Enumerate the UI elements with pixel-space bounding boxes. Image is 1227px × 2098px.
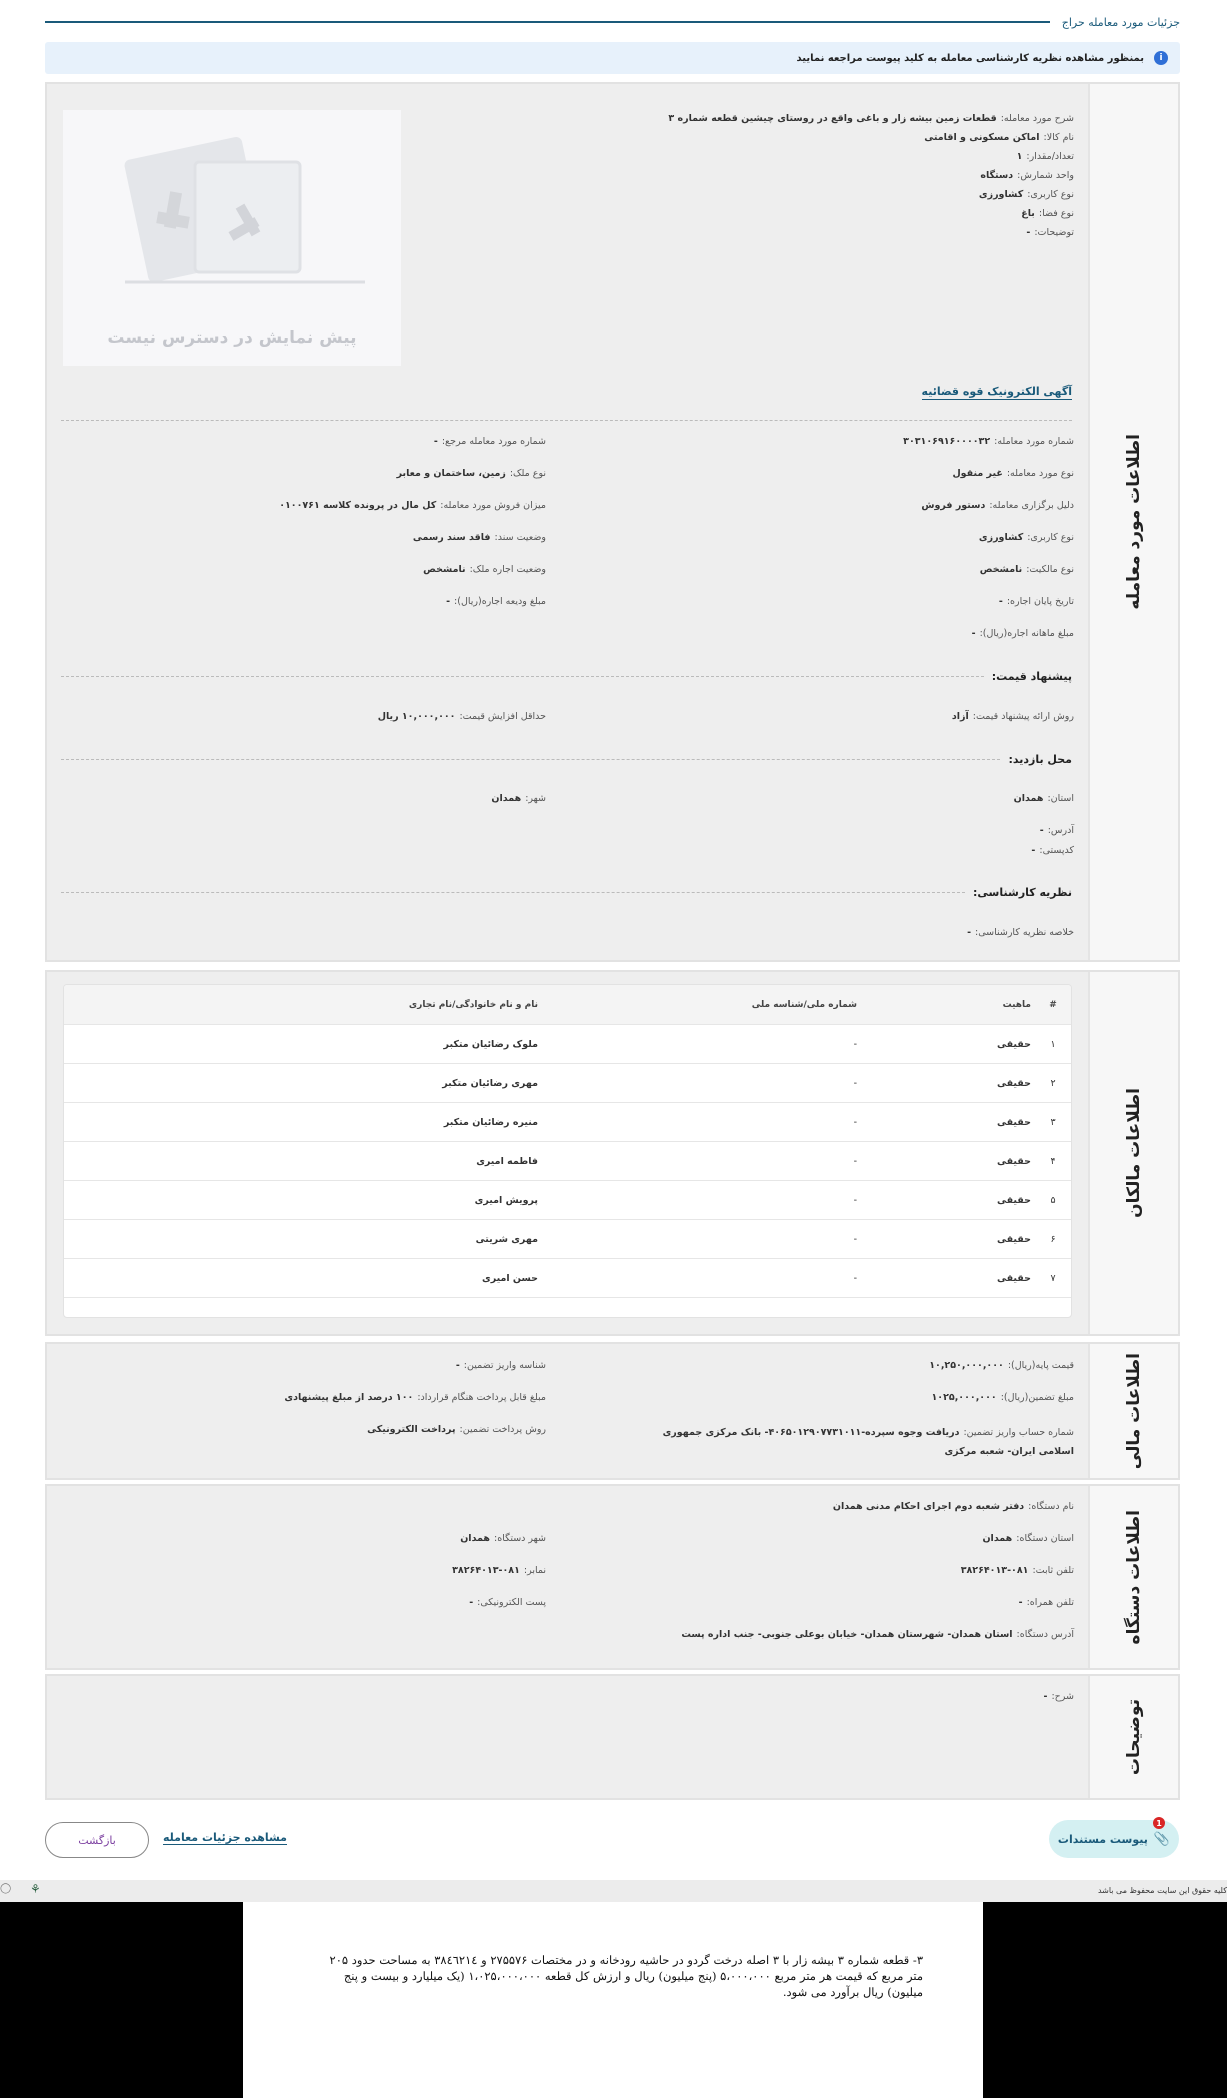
- deed-status-field: وضعیت سند:فاقد سند رسمی: [412, 532, 546, 543]
- pay-method-field: روش پرداخت تضمین:پرداخت الکترونیکی: [367, 1424, 546, 1435]
- org-side: [1088, 1486, 1178, 1668]
- table-row: [64, 1064, 1071, 1103]
- ownership-type-field: نوع مالکیت:نامشخص: [979, 564, 1074, 575]
- visit-city-field: شهر:همدان: [491, 793, 546, 804]
- row-index: ۲: [1050, 1077, 1056, 1089]
- visit-section-header: محل بازدید:: [61, 752, 1072, 766]
- row-national-id: -: [853, 1116, 857, 1128]
- account-field: شماره حساب واریز تضمین:دریافت وجوه سپرده-۴۰۶۵۰۱۲۹۰۷۷۳۱۰۱۱- بانک مرکزی جمهوری اسلامی ایران- شعبه مرکزی: [662, 1427, 1074, 1457]
- deal-type-field: نوع مورد معامله:غیر منقول: [952, 468, 1074, 479]
- col-type: ماهیت: [1002, 999, 1031, 1010]
- item-space-field: نوع فضا:باغ: [1021, 208, 1074, 219]
- table-row: [64, 1025, 1071, 1064]
- financial-title: اطلاعات مالی: [1124, 1352, 1144, 1470]
- org-name-field: نام دستگاه:دفتر شعبه دوم اجرای احکام مدنی همدان: [832, 1501, 1074, 1512]
- paperclip-icon: 📎: [1153, 1831, 1171, 1847]
- row-name: مهری رضائیان متکبر: [442, 1077, 538, 1089]
- footer: [0, 1880, 1227, 1902]
- item-qty-field: تعداد/مقدار:۱: [1016, 151, 1074, 162]
- lease-end-field: تاریخ پایان اجاره:-: [998, 596, 1074, 607]
- table-row: [64, 1103, 1071, 1142]
- info-icon: i: [1154, 51, 1168, 65]
- divider: [61, 420, 1072, 421]
- table-row: [64, 1181, 1071, 1220]
- item-info-title: اطلاعات مورد معامله: [1124, 434, 1144, 610]
- owners-panel: [45, 970, 1180, 1336]
- row-name: ملوک رضائیان متکبر: [443, 1038, 538, 1050]
- judiciary-emblem-icon: ⚘: [30, 1882, 41, 1896]
- usage-type-field: نوع کاربری:کشاورزی: [978, 532, 1074, 543]
- deal-reason-field: دلیل برگزاری معامله:دستور فروش: [921, 500, 1074, 511]
- description-side: [1088, 1676, 1178, 1798]
- image-preview: [63, 110, 401, 366]
- row-national-id: -: [853, 1155, 857, 1167]
- row-type: حقیقی: [996, 1194, 1031, 1206]
- table-row: [64, 1220, 1071, 1259]
- org-email-field: پست الکترونیکی:-: [469, 1597, 546, 1608]
- financial-side: [1088, 1344, 1178, 1478]
- visit-address-field: آدرس:-: [1039, 825, 1074, 836]
- row-type: حقیقی: [996, 1272, 1031, 1284]
- base-price-field: قیمت پایه(ریال):۱۰,۲۵۰,۰۰۰,۰۰۰: [929, 1360, 1074, 1371]
- item-unit-field: واحد شمارش:دستگاه: [980, 170, 1074, 181]
- notice-bar: [45, 42, 1180, 74]
- visit-postal-field: کدپستی:-: [1031, 845, 1074, 856]
- row-name: فاطمه امیری: [476, 1155, 538, 1167]
- row-national-id: -: [853, 1077, 857, 1089]
- offer-section-header: پیشنهاد قیمت:: [61, 669, 1072, 683]
- deposit-id-field: شناسه واریز تضمین:-: [455, 1360, 546, 1371]
- row-type: حقیقی: [996, 1233, 1031, 1245]
- copyright-text: کلیه حقوق این سایت محفوظ می باشد: [1097, 1886, 1227, 1895]
- owners-table: [63, 984, 1072, 1318]
- ref-number-field: شماره مورد معامله مرجع:-: [433, 436, 546, 447]
- document-image: [243, 1902, 983, 2098]
- attachments-label: پیوست مستندات: [1057, 1832, 1148, 1846]
- title-underline: [45, 21, 1050, 23]
- item-product-field: نام کالا:اماکن مسکونی و اقامتی: [924, 132, 1074, 143]
- description-panel: [45, 1674, 1180, 1800]
- monthly-rent-field: مبلغ ماهانه اجاره(ریال):-: [971, 628, 1074, 639]
- owners-side: [1088, 972, 1178, 1334]
- table-header: [64, 985, 1071, 1025]
- table-row: [64, 1259, 1071, 1298]
- table-row: [64, 1142, 1071, 1181]
- org-city-field: شهر دستگاه:همدان: [460, 1533, 546, 1544]
- row-national-id: -: [853, 1194, 857, 1206]
- notice-text: بمنظور مشاهده نظریه کارشناسی معامله به کلید پیوست مراجعه نمایید: [796, 52, 1144, 64]
- sale-amount-field: میزان فروش مورد معامله:کل مال در پرونده کلاسه ۰۱۰۰۷۶۱: [279, 500, 546, 511]
- row-type: حقیقی: [996, 1116, 1031, 1128]
- page-title: جزئیات مورد معامله حراج: [1061, 15, 1180, 29]
- attachments-badge: 1: [1153, 1817, 1165, 1829]
- row-name: حسن امیری: [481, 1272, 538, 1284]
- page-header: [45, 10, 1180, 34]
- preview-caption: پیش نمایش در دسترس نیست: [107, 328, 357, 348]
- row-type: حقیقی: [996, 1155, 1031, 1167]
- financial-panel: [45, 1342, 1180, 1480]
- org-panel: [45, 1484, 1180, 1670]
- row-national-id: -: [853, 1272, 857, 1284]
- org-fax-field: نمابر:۰۸۱-۳۸۲۶۴۰۱۳: [452, 1565, 546, 1576]
- row-index: ۳: [1050, 1116, 1056, 1128]
- payable-field: مبلغ قابل پرداخت هنگام قرارداد:۱۰۰ درصد از مبلغ پیشنهادی: [284, 1392, 546, 1403]
- row-national-id: -: [853, 1038, 857, 1050]
- owners-title: اطلاعات مالکان: [1124, 1088, 1144, 1218]
- visit-province-field: استان:همدان: [1013, 793, 1074, 804]
- lease-status-field: وضعیت اجاره ملک:نامشخص: [423, 564, 546, 575]
- description-title: توضیحات: [1124, 1698, 1144, 1776]
- org-phone-field: تلفن ثابت:۰۸۱-۳۸۲۶۴۰۱۳: [960, 1565, 1074, 1576]
- view-details-link[interactable]: مشاهده جزئیات معامله: [163, 1831, 287, 1844]
- row-index: ۴: [1050, 1155, 1056, 1167]
- document-text: ۳- قطعه شماره ۳ بیشه زار با ۳ اصله درخت گردو در حاشیه رودخانه و در مختصات ۲۷۵۵۷۶ و ۳۸٤٦۲۱٤ به مساحت حدود ۲۰۵ متر مربع که قیمت هر متر مربع ۵،۰۰۰،۰۰۰ (پنج میلیون) ریال و ارزش کل قطعه ۱،۰۲۵،۰۰۰،۰۰۰ (یک میلیارد و بیست و پنج میلیون) ریال برآورد می شود.: [329, 1953, 923, 1999]
- offer-method-field: روش ارائه پیشنهاد قیمت:آزاد: [951, 711, 1074, 722]
- item-usage-field: نوع کاربری:کشاورزی: [978, 189, 1074, 200]
- col-index: #: [1049, 999, 1057, 1010]
- expert-summary-field: خلاصه نظریه کارشناسی:-: [967, 927, 1074, 938]
- row-name: منیره رضائیان متکبر: [443, 1116, 538, 1128]
- item-desc-field: شرح مورد معامله:قطعات زمین بیشه زار و باغی واقع در روستای چیشین قطعه شماره ۳: [668, 113, 1074, 124]
- org-mobile-field: تلفن همراه:-: [1018, 1597, 1074, 1608]
- org-address-field: آدرس دستگاه:استان همدان- شهرستان همدان- خیابان بوعلی جنوبی- جنب اداره پست: [681, 1629, 1074, 1640]
- row-type: حقیقی: [996, 1077, 1031, 1089]
- org-title: اطلاعات دستگاه: [1124, 1509, 1144, 1645]
- description-field: شرح:-: [1043, 1691, 1074, 1702]
- guarantee-field: مبلغ تضمین(ریال):۱۰۲۵,۰۰۰,۰۰۰: [931, 1392, 1074, 1403]
- expert-section-header: نظریه کارشناسی:: [61, 885, 1072, 899]
- deposit-field: مبلغ ودیعه اجاره(ریال):-: [446, 596, 546, 607]
- col-name: نام و نام خانوادگی/نام تجاری: [408, 999, 538, 1010]
- item-info-side: [1088, 84, 1178, 960]
- item-info-panel: [45, 82, 1180, 962]
- row-index: ۶: [1050, 1233, 1056, 1245]
- ad-link[interactable]: آگهی الکترونیک قوه قضائیه: [921, 385, 1072, 398]
- logo-icon: ◯: [0, 1883, 12, 1894]
- row-type: حقیقی: [996, 1038, 1031, 1050]
- col-national-id: شماره ملی/شناسه ملی: [751, 999, 857, 1010]
- back-button[interactable]: بازگشت: [45, 1822, 149, 1858]
- min-increase-field: حداقل افزایش قیمت:۱۰,۰۰۰,۰۰۰ ریال: [377, 711, 546, 722]
- attachments-button[interactable]: [1049, 1820, 1179, 1858]
- property-type-field: نوع ملک:زمین، ساختمان و معابر: [396, 468, 546, 479]
- item-notes-field: توضیحات:-: [1026, 227, 1074, 238]
- org-province-field: استان دستگاه:همدان: [982, 1533, 1074, 1544]
- row-name: مهری شریتی: [475, 1233, 538, 1245]
- row-index: ۵: [1050, 1194, 1056, 1206]
- row-index: ۷: [1050, 1272, 1056, 1284]
- row-index: ۱: [1050, 1038, 1056, 1050]
- deal-number-field: شماره مورد معامله:۳۰۳۱۰۶۹۱۶۰۰۰۰۳۲: [903, 436, 1074, 447]
- row-name: پرویش امیری: [474, 1194, 538, 1206]
- row-national-id: -: [853, 1233, 857, 1245]
